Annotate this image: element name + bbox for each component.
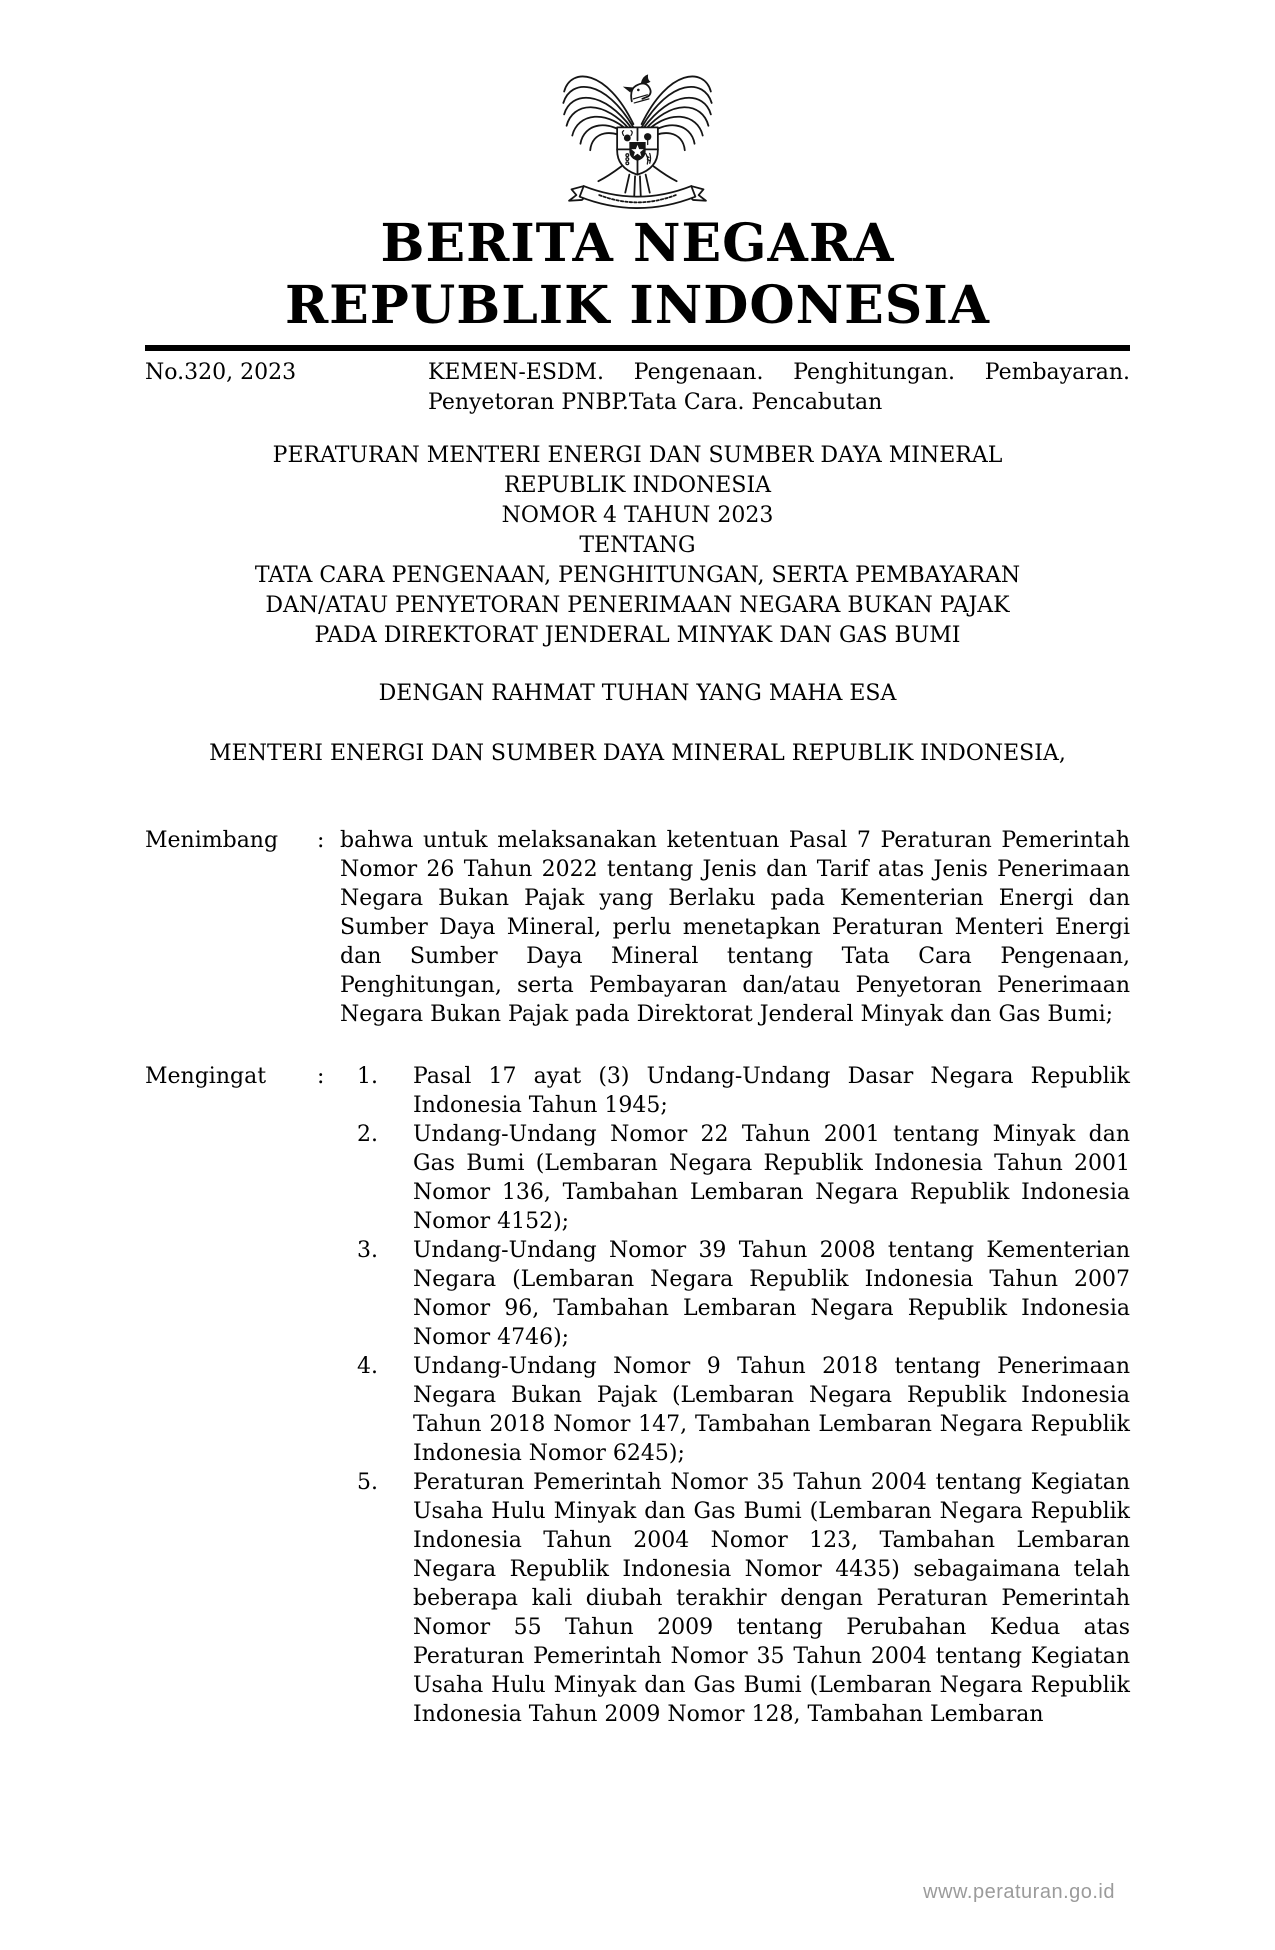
title-line-1: PERATURAN MENTERI ENERGI DAN SUMBER DAYA MINERAL bbox=[272, 443, 1003, 468]
remembering-colon: : bbox=[317, 1064, 325, 1089]
issue-number: No.320, 2023 bbox=[145, 360, 297, 385]
masthead-divider bbox=[145, 345, 1130, 351]
title-line-5: TATA CARA PENGENAAN, PENGHITUNGAN, SERTA PEMBAYARAN bbox=[254, 563, 1021, 588]
authority-line: MENTERI ENERGI DAN SUMBER DAYA MINERAL REPUBLIK INDONESIA, bbox=[209, 741, 1066, 766]
remembering-label: Mengingat bbox=[145, 1064, 267, 1089]
legal-basis-item-5 bbox=[340, 1468, 1130, 1729]
subject-abstract bbox=[428, 358, 1130, 418]
considering-text: bahwa untuk melaksanakan ketentuan Pasal 7 Peraturan Pemerintah Nomor 26 Tahun 2022 tentang Jenis dan Tarif atas Jenis Penerimaan Negara Bukan Pajak yang Berlaku pada Kementerian Energi dan Sumber Daya Mineral, perlu menetapkan Peraturan Menteri Energi dan Sumber Daya Mineral tentang Tata Cara Pengenaan, Penghitungan, serta Pembayaran dan/atau Penyetoran Penerimaan Negara Bukan Pajak pada Direktorat Jenderal Minyak dan Gas Bumi; bbox=[340, 828, 1130, 1027]
considering-label: Menimbang bbox=[145, 828, 279, 853]
subject-line2: Penyetoran PNBP.Tata Cara. Pencabutan bbox=[428, 390, 883, 415]
legal-basis-item-4 bbox=[340, 1352, 1130, 1468]
item-number: 3. bbox=[357, 1238, 378, 1263]
invocation-line: DENGAN RAHMAT TUHAN YANG MAHA ESA bbox=[378, 681, 897, 706]
item-number: 4. bbox=[357, 1354, 378, 1379]
item-text: Undang-Undang Nomor 39 Tahun 2008 tentang Kementerian Negara (Lembaran Negara Republik Indonesia Tahun 2007 Nomor 96, Tambahan Lembaran Negara Republik Indonesia Nomor 4746); bbox=[413, 1238, 1130, 1350]
item-text: Peraturan Pemerintah Nomor 35 Tahun 2004 tentang Kegiatan Usaha Hulu Minyak dan Gas Bumi (Lembaran Negara Republik Indonesia Tahun 2004 Nomor 123, Tambahan Lembaran Negara Republik Indonesia Nomor 4435) sebagaimana telah beberapa kali diubah terakhir dengan Peraturan Pemerintah Nomor 55 Tahun 2009 tentang Perubahan Kedua atas Peraturan Pemerintah Nomor 35 Tahun 2004 tentang Kegiatan Usaha Hulu Minyak dan Gas Bumi (Lembaran Negara Republik Indonesia Tahun 2009 Nomor 128, Tambahan Lembaran bbox=[413, 1470, 1130, 1727]
item-number: 5. bbox=[357, 1470, 378, 1495]
title-line-2: REPUBLIK INDONESIA bbox=[503, 473, 772, 498]
title-line-6: DAN/ATAU PENYETORAN PENERIMAAN NEGARA BUKAN PAJAK bbox=[265, 593, 1010, 618]
item-number: 2. bbox=[357, 1122, 378, 1147]
legal-basis-item-1 bbox=[340, 1062, 1130, 1120]
legal-basis-item-3 bbox=[340, 1236, 1130, 1352]
national-emblem bbox=[145, 54, 1130, 213]
garuda-pancasila-icon bbox=[556, 54, 719, 213]
item-text: Pasal 17 ayat (3) Undang-Undang Dasar Negara Republik Indonesia Tahun 1945; bbox=[413, 1064, 1130, 1118]
watermark-url: www.peraturan.go.id bbox=[923, 1881, 1115, 1903]
title-line-4: TENTANG bbox=[579, 533, 696, 558]
remembering-section bbox=[145, 1062, 1130, 1729]
item-text: Undang-Undang Nomor 22 Tahun 2001 tentang Minyak dan Gas Bumi (Lembaran Negara Republik Indonesia Tahun 2001 Nomor 136, Tambahan Lembaran Negara Republik Indonesia Nomor 4152); bbox=[413, 1122, 1130, 1234]
gazette-title-line1: BERITA NEGARA bbox=[380, 213, 895, 274]
gazette-title-line2: REPUBLIK INDONESIA bbox=[284, 275, 991, 336]
item-number: 1. bbox=[357, 1064, 378, 1089]
subject-line1: KEMEN-ESDM. Pengenaan. Penghitungan. Pembayaran. bbox=[428, 360, 1130, 385]
title-line-3: NOMOR 4 TAHUN 2023 bbox=[501, 503, 774, 528]
legal-basis-list bbox=[340, 1062, 1130, 1729]
title-line-7: PADA DIREKTORAT JENDERAL MINYAK DAN GAS BUMI bbox=[314, 623, 961, 648]
considering-section bbox=[145, 826, 1130, 1029]
regulation-title-block bbox=[145, 441, 1130, 651]
considering-colon: : bbox=[317, 828, 325, 853]
item-text: Undang-Undang Nomor 9 Tahun 2018 tentang Penerimaan Negara Bukan Pajak (Lembaran Negara Republik Indonesia Tahun 2018 Nomor 147, Tambahan Lembaran Negara Republik Indonesia Nomor 6245); bbox=[413, 1354, 1130, 1466]
legal-basis-item-2 bbox=[340, 1120, 1130, 1236]
issue-header-row bbox=[145, 358, 1130, 418]
